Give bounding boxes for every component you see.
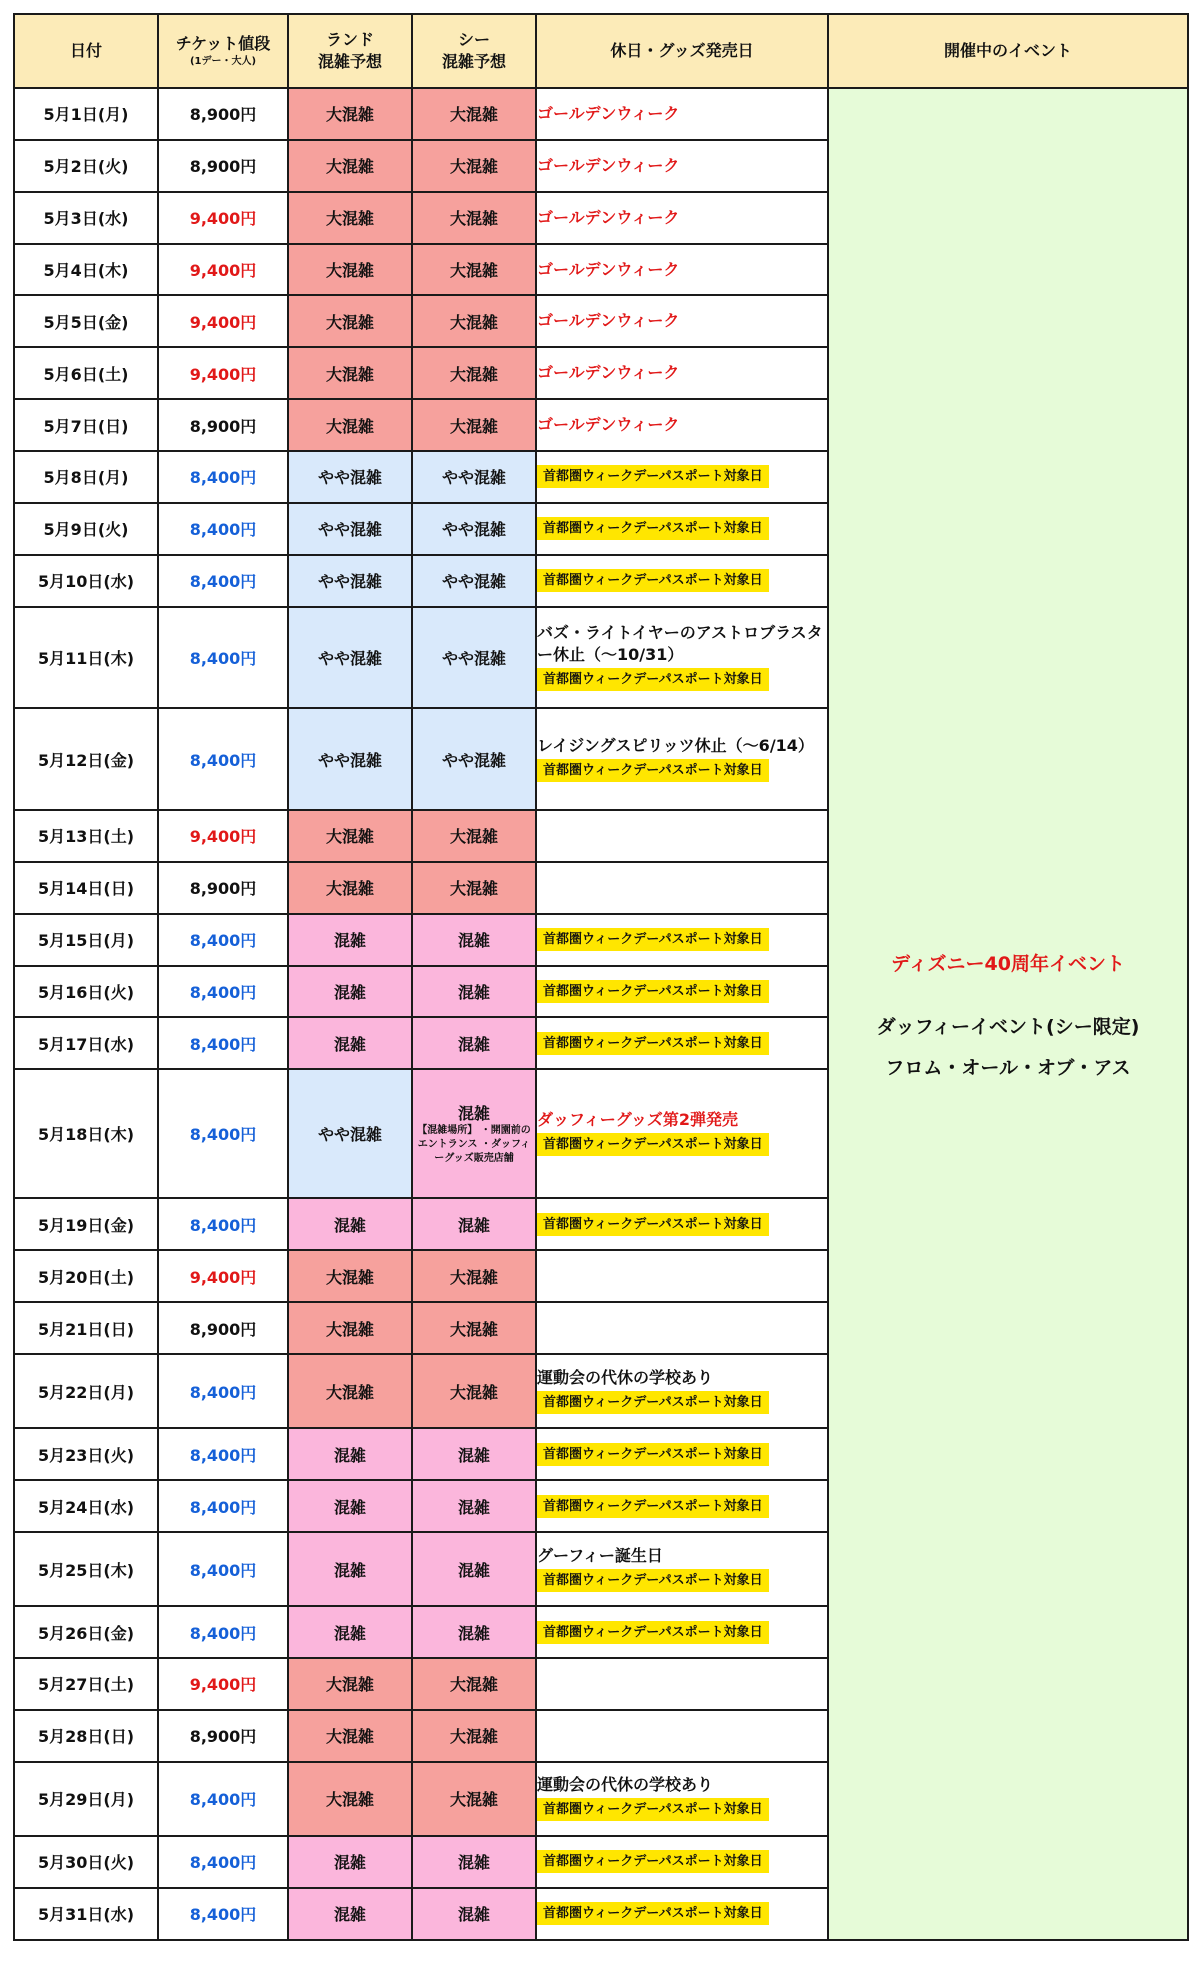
- land-crowd-cell: 大混雑: [288, 399, 412, 451]
- date-cell: 5月26日(金): [14, 1606, 158, 1658]
- sea-crowd-label: 大混雑: [449, 1382, 498, 1402]
- sea-crowd-label: 大混雑: [449, 312, 498, 332]
- calendar-body: [14, 88, 1188, 1940]
- land-crowd-cell: 混雑: [288, 1606, 412, 1658]
- holiday-cell: [536, 914, 828, 966]
- land-crowd-cell: 大混雑: [288, 1250, 412, 1302]
- date-cell: 5月29日(月): [14, 1762, 158, 1836]
- sea-crowd-label: 混雑: [457, 1034, 490, 1054]
- price-cell: 8,400円: [158, 1069, 288, 1198]
- sea-crowd-cell: [412, 555, 536, 607]
- land-crowd-cell: 大混雑: [288, 244, 412, 296]
- sea-crowd-label: 混雑: [457, 1215, 490, 1235]
- weekday-passport-badge: 首都圏ウィークデーパスポート対象日: [537, 1621, 769, 1644]
- land-crowd-cell: 大混雑: [288, 140, 412, 192]
- holiday-cell: [536, 1428, 828, 1480]
- sea-crowd-label: やや混雑: [441, 572, 506, 592]
- weekday-passport-badge: 首都圏ウィークデーパスポート対象日: [537, 569, 769, 592]
- sea-crowd-cell: [412, 1710, 536, 1762]
- price-cell: 8,900円: [158, 399, 288, 451]
- header-land: ランド 混雑予想: [288, 14, 412, 88]
- holiday-cell: [536, 1250, 828, 1302]
- price-cell: 8,400円: [158, 914, 288, 966]
- land-crowd-cell: 混雑: [288, 914, 412, 966]
- sea-crowd-label: 大混雑: [449, 209, 498, 229]
- price-cell: 9,400円: [158, 1250, 288, 1302]
- land-crowd-cell: 大混雑: [288, 347, 412, 399]
- land-crowd-cell: やや混雑: [288, 1069, 412, 1198]
- sea-crowd-label: 大混雑: [449, 827, 498, 847]
- holiday-cell: [536, 1069, 828, 1198]
- header-date: 日付: [14, 14, 158, 88]
- land-crowd-cell: 大混雑: [288, 1710, 412, 1762]
- holiday-cell: [536, 862, 828, 914]
- header-row: [14, 14, 1188, 88]
- land-crowd-cell: 大混雑: [288, 1302, 412, 1354]
- price-cell: 8,400円: [158, 555, 288, 607]
- sea-crowd-label: やや混雑: [441, 520, 506, 540]
- land-crowd-cell: やや混雑: [288, 708, 412, 810]
- header-event: 開催中のイベント: [828, 14, 1188, 88]
- price-cell: 9,400円: [158, 295, 288, 347]
- holiday-cell: [536, 347, 828, 399]
- price-cell: 8,400円: [158, 451, 288, 503]
- sea-crowd-cell: [412, 1354, 536, 1428]
- golden-week-label: ゴールデンウィーク: [537, 207, 680, 227]
- sea-crowd-cell: [412, 1888, 536, 1940]
- sea-crowd-cell: [412, 1428, 536, 1480]
- sea-crowd-cell: [412, 1069, 536, 1198]
- date-cell: 5月30日(火): [14, 1836, 158, 1888]
- holiday-cell: [536, 1888, 828, 1940]
- golden-week-label: ゴールデンウィーク: [537, 103, 680, 123]
- header-sea: シー 混雑予想: [412, 14, 536, 88]
- sea-crowd-label: 混雑: [457, 982, 490, 1002]
- date-cell: 5月17日(水): [14, 1017, 158, 1069]
- weekday-passport-badge: 首都圏ウィークデーパスポート対象日: [537, 1902, 769, 1925]
- price-cell: 8,400円: [158, 503, 288, 555]
- sea-crowd-label: やや混雑: [441, 750, 506, 770]
- date-cell: 5月8日(月): [14, 451, 158, 503]
- price-cell: 8,400円: [158, 1480, 288, 1532]
- sea-crowd-cell: [412, 810, 536, 862]
- weekday-passport-badge: 首都圏ウィークデーパスポート対象日: [537, 1391, 769, 1414]
- land-crowd-cell: 混雑: [288, 1532, 412, 1606]
- sea-crowd-label: 大混雑: [449, 105, 498, 125]
- date-cell: 5月14日(日): [14, 862, 158, 914]
- date-cell: 5月27日(土): [14, 1658, 158, 1710]
- date-cell: 5月5日(金): [14, 295, 158, 347]
- header-holiday: 休日・グッズ発売日: [536, 14, 828, 88]
- sea-crowd-label: 混雑: [457, 1497, 490, 1517]
- sea-crowd-label: 大混雑: [449, 879, 498, 899]
- goods-release-note: ダッフィーグッズ第2弾発売: [537, 1110, 739, 1130]
- date-cell: 5月3日(水): [14, 192, 158, 244]
- holiday-cell: [536, 244, 828, 296]
- sea-crowd-cell: [412, 1836, 536, 1888]
- price-cell: 9,400円: [158, 192, 288, 244]
- price-cell: 8,900円: [158, 1302, 288, 1354]
- date-cell: 5月22日(月): [14, 1354, 158, 1428]
- sea-crowd-cell: [412, 1250, 536, 1302]
- price-cell: 8,400円: [158, 1888, 288, 1940]
- date-cell: 5月28日(日): [14, 1710, 158, 1762]
- price-cell: 8,400円: [158, 708, 288, 810]
- price-cell: 8,400円: [158, 1836, 288, 1888]
- holiday-note: 運動会の代休の学校あり: [537, 1367, 714, 1387]
- holiday-cell: [536, 1762, 828, 1836]
- weekday-passport-badge: 首都圏ウィークデーパスポート対象日: [537, 759, 769, 782]
- weekday-passport-badge: 首都圏ウィークデーパスポート対象日: [537, 1133, 769, 1156]
- sea-crowd-label: 大混雑: [449, 416, 498, 436]
- golden-week-label: ゴールデンウィーク: [537, 311, 680, 331]
- price-cell: 8,400円: [158, 1198, 288, 1250]
- date-cell: 5月13日(土): [14, 810, 158, 862]
- price-cell: 8,900円: [158, 862, 288, 914]
- price-cell: 8,400円: [158, 607, 288, 709]
- sea-crowd-label: 混雑: [457, 1560, 490, 1580]
- date-cell: 5月19日(金): [14, 1198, 158, 1250]
- weekday-passport-badge: 首都圏ウィークデーパスポート対象日: [537, 465, 769, 488]
- price-cell: 8,400円: [158, 1428, 288, 1480]
- holiday-cell: [536, 1302, 828, 1354]
- price-cell: 9,400円: [158, 244, 288, 296]
- sea-crowd-label: 大混雑: [449, 364, 498, 384]
- date-cell: 5月31日(水): [14, 1888, 158, 1940]
- golden-week-label: ゴールデンウィーク: [537, 155, 680, 175]
- land-crowd-cell: 大混雑: [288, 1762, 412, 1836]
- land-crowd-cell: やや混雑: [288, 607, 412, 709]
- land-crowd-cell: 混雑: [288, 1017, 412, 1069]
- holiday-cell: [536, 192, 828, 244]
- sea-crowd-label: 混雑: [457, 1104, 490, 1124]
- event-from-all-of-us: フロム・オール・オブ・アス: [885, 1056, 1131, 1079]
- price-cell: 8,400円: [158, 966, 288, 1018]
- date-cell: 5月9日(火): [14, 503, 158, 555]
- holiday-cell: [536, 399, 828, 451]
- calendar-container: [13, 13, 1187, 1941]
- header-price: チケット値段 (1デー・大人): [158, 14, 288, 88]
- holiday-cell: [536, 1710, 828, 1762]
- sea-crowd-cell: [412, 347, 536, 399]
- land-crowd-cell: 大混雑: [288, 810, 412, 862]
- sea-crowd-label: 混雑: [457, 1905, 490, 1925]
- golden-week-label: ゴールデンウィーク: [537, 415, 680, 435]
- sea-crowd-label: やや混雑: [441, 648, 506, 668]
- holiday-cell: [536, 140, 828, 192]
- date-cell: 5月16日(火): [14, 966, 158, 1018]
- sea-crowd-cell: [412, 607, 536, 709]
- price-cell: 8,400円: [158, 1762, 288, 1836]
- price-cell: 8,900円: [158, 88, 288, 140]
- sea-crowd-cell: [412, 503, 536, 555]
- sea-crowd-label: 混雑: [457, 1623, 490, 1643]
- price-cell: 8,400円: [158, 1354, 288, 1428]
- holiday-cell: [536, 295, 828, 347]
- weekday-passport-badge: 首都圏ウィークデーパスポート対象日: [537, 1032, 769, 1055]
- holiday-cell: [536, 1017, 828, 1069]
- date-cell: 5月18日(木): [14, 1069, 158, 1198]
- date-cell: 5月23日(火): [14, 1428, 158, 1480]
- land-crowd-cell: 混雑: [288, 966, 412, 1018]
- price-cell: 8,900円: [158, 1710, 288, 1762]
- sea-crowd-label: 大混雑: [449, 1319, 498, 1339]
- land-crowd-cell: 混雑: [288, 1888, 412, 1940]
- sea-crowd-cell: [412, 140, 536, 192]
- date-cell: 5月10日(水): [14, 555, 158, 607]
- holiday-note: グーフィー誕生日: [537, 1545, 663, 1565]
- holiday-note: 運動会の代休の学校あり: [537, 1775, 714, 1795]
- holiday-cell: [536, 1354, 828, 1428]
- holiday-cell: [536, 708, 828, 810]
- sea-crowd-label: 混雑: [457, 1853, 490, 1873]
- event-box: [829, 89, 1187, 1939]
- weekday-passport-badge: 首都圏ウィークデーパスポート対象日: [537, 668, 769, 691]
- sea-crowd-cell: [412, 914, 536, 966]
- price-cell: 8,900円: [158, 140, 288, 192]
- price-cell: 9,400円: [158, 1658, 288, 1710]
- date-cell: 5月20日(土): [14, 1250, 158, 1302]
- holiday-cell: [536, 1532, 828, 1606]
- sea-crowd-label: 混雑: [457, 1445, 490, 1465]
- weekday-passport-badge: 首都圏ウィークデーパスポート対象日: [537, 1569, 769, 1592]
- holiday-cell: [536, 451, 828, 503]
- land-crowd-cell: やや混雑: [288, 555, 412, 607]
- price-cell: 9,400円: [158, 810, 288, 862]
- holiday-cell: [536, 1198, 828, 1250]
- weekday-passport-badge: 首都圏ウィークデーパスポート対象日: [537, 928, 769, 951]
- land-crowd-cell: 大混雑: [288, 88, 412, 140]
- sea-crowd-label: 大混雑: [449, 261, 498, 280]
- land-crowd-cell: 大混雑: [288, 862, 412, 914]
- price-cell: 8,400円: [158, 1017, 288, 1069]
- sea-crowd-cell: [412, 192, 536, 244]
- price-cell: 8,400円: [158, 1606, 288, 1658]
- sea-crowd-note: 【混雑場所】 ・開園前のエントランス ・ダッフィーグッズ販売店舗: [417, 1125, 531, 1165]
- sea-crowd-cell: [412, 1017, 536, 1069]
- weekday-passport-badge: 首都圏ウィークデーパスポート対象日: [537, 1850, 769, 1873]
- land-crowd-cell: 混雑: [288, 1428, 412, 1480]
- holiday-cell: [536, 555, 828, 607]
- price-cell: 8,400円: [158, 1532, 288, 1606]
- event-40th-anniversary: ディズニー40周年イベント: [891, 952, 1125, 975]
- holiday-cell: [536, 1606, 828, 1658]
- date-cell: 5月1日(月): [14, 88, 158, 140]
- sea-crowd-cell: [412, 88, 536, 140]
- holiday-cell: [536, 607, 828, 709]
- land-crowd-cell: やや混雑: [288, 451, 412, 503]
- holiday-cell: [536, 88, 828, 140]
- holiday-cell: [536, 503, 828, 555]
- land-crowd-cell: 混雑: [288, 1480, 412, 1532]
- weekday-passport-badge: 首都圏ウィークデーパスポート対象日: [537, 1443, 769, 1466]
- date-cell: 5月11日(木): [14, 607, 158, 709]
- sea-crowd-cell: [412, 399, 536, 451]
- land-crowd-cell: 大混雑: [288, 1354, 412, 1428]
- golden-week-label: ゴールデンウィーク: [537, 259, 680, 279]
- sea-crowd-label: 大混雑: [449, 1790, 498, 1810]
- land-crowd-cell: 大混雑: [288, 295, 412, 347]
- sea-crowd-cell: [412, 244, 536, 296]
- land-crowd-cell: やや混雑: [288, 503, 412, 555]
- holiday-cell: [536, 1836, 828, 1888]
- sea-crowd-cell: [412, 1198, 536, 1250]
- sea-crowd-cell: [412, 295, 536, 347]
- date-cell: 5月2日(火): [14, 140, 158, 192]
- date-cell: 5月15日(月): [14, 914, 158, 966]
- event-cell: [828, 88, 1188, 1940]
- sea-crowd-cell: [412, 1480, 536, 1532]
- weekday-passport-badge: 首都圏ウィークデーパスポート対象日: [537, 517, 769, 540]
- holiday-cell: [536, 966, 828, 1018]
- table-row: [14, 88, 1188, 140]
- sea-crowd-cell: [412, 1606, 536, 1658]
- holiday-cell: [536, 1658, 828, 1710]
- sea-crowd-cell: [412, 1658, 536, 1710]
- land-crowd-cell: 大混雑: [288, 1658, 412, 1710]
- date-cell: 5月24日(水): [14, 1480, 158, 1532]
- sea-crowd-cell: [412, 451, 536, 503]
- sea-crowd-label: 大混雑: [449, 1267, 498, 1287]
- header-price-sub: (1デー・大人): [189, 56, 257, 67]
- date-cell: 5月12日(金): [14, 708, 158, 810]
- sea-crowd-cell: [412, 862, 536, 914]
- holiday-note: バズ・ライトイヤーのアストロブラスター休止（～10/31）: [537, 622, 823, 664]
- sea-crowd-cell: [412, 1762, 536, 1836]
- sea-crowd-label: 混雑: [457, 931, 490, 951]
- date-cell: 5月4日(木): [14, 244, 158, 296]
- sea-crowd-label: 大混雑: [449, 1675, 498, 1695]
- date-cell: 5月6日(土): [14, 347, 158, 399]
- holiday-cell: [536, 810, 828, 862]
- date-cell: 5月21日(日): [14, 1302, 158, 1354]
- date-cell: 5月25日(木): [14, 1532, 158, 1606]
- sea-crowd-cell: [412, 1532, 536, 1606]
- weekday-passport-badge: 首都圏ウィークデーパスポート対象日: [537, 1213, 769, 1236]
- sea-crowd-label: 大混雑: [449, 1727, 498, 1747]
- holiday-cell: [536, 1480, 828, 1532]
- weekday-passport-badge: 首都圏ウィークデーパスポート対象日: [537, 1798, 769, 1821]
- price-cell: 9,400円: [158, 347, 288, 399]
- crowd-calendar-table: [13, 13, 1189, 1941]
- weekday-passport-badge: 首都圏ウィークデーパスポート対象日: [537, 980, 769, 1003]
- sea-crowd-cell: [412, 966, 536, 1018]
- land-crowd-cell: 混雑: [288, 1198, 412, 1250]
- golden-week-label: ゴールデンウィーク: [537, 363, 680, 383]
- sea-crowd-cell: [412, 1302, 536, 1354]
- date-cell: 5月7日(日): [14, 399, 158, 451]
- event-duffy: ダッフィーイベント(シー限定): [876, 1015, 1140, 1038]
- sea-crowd-cell: [412, 708, 536, 810]
- land-crowd-cell: 混雑: [288, 1836, 412, 1888]
- land-crowd-cell: 大混雑: [288, 192, 412, 244]
- holiday-note: レイジングスピリッツ休止（～6/14）: [537, 735, 814, 755]
- sea-crowd-label: やや混雑: [441, 468, 506, 488]
- weekday-passport-badge: 首都圏ウィークデーパスポート対象日: [537, 1495, 769, 1518]
- sea-crowd-label: 大混雑: [449, 157, 498, 177]
